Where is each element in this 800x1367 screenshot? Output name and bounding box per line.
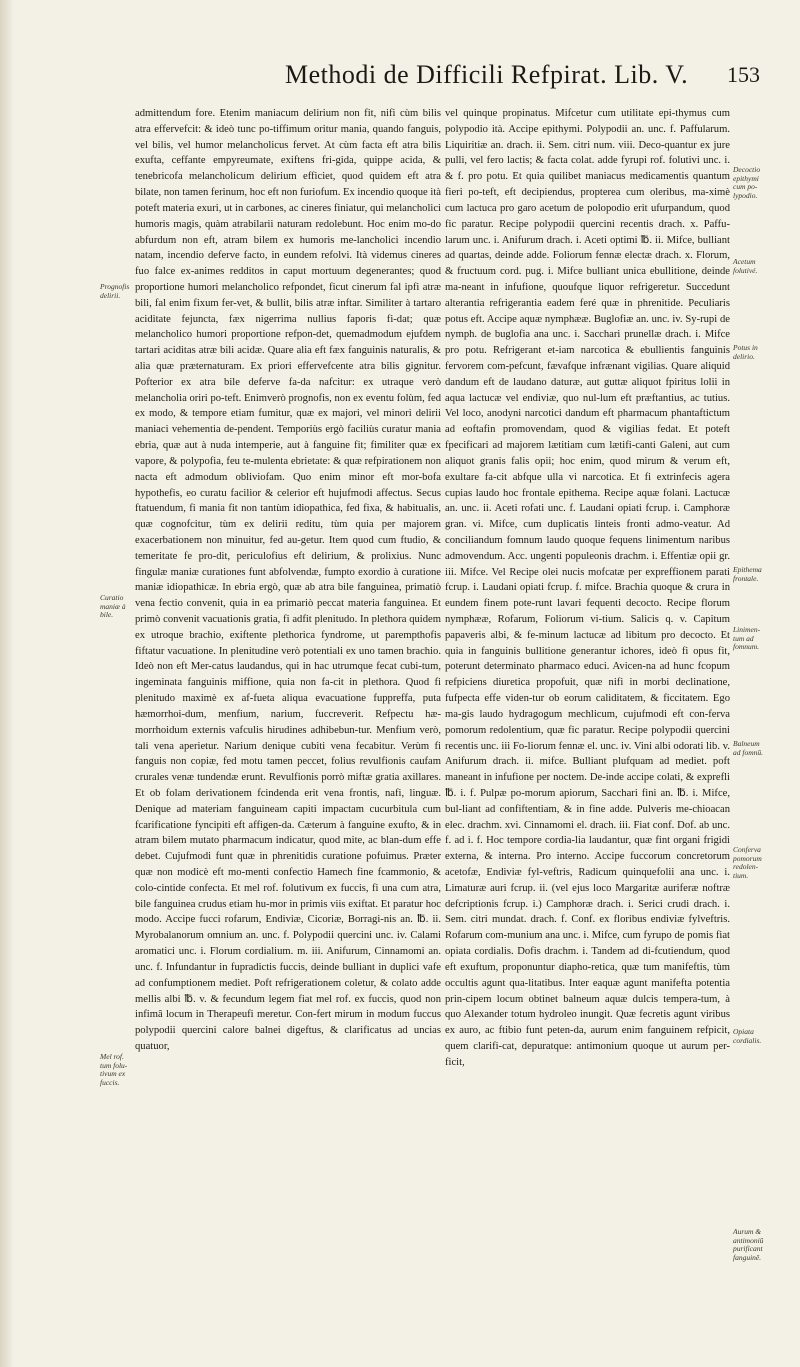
margin-note-line: tum ad	[733, 633, 754, 643]
margin-note-conserva	[733, 846, 773, 880]
text-column-left	[135, 106, 441, 1356]
margin-note-line: tivum ex	[100, 1069, 126, 1078]
margin-note-line: ad fomnū.	[733, 747, 763, 757]
margin-note-line: Linimen-	[733, 625, 761, 634]
margin-note-line: Prognofis	[100, 282, 130, 291]
margin-note-aurum	[733, 1228, 773, 1262]
text-column-right	[445, 106, 730, 1356]
margin-note-line: bile.	[100, 610, 114, 619]
margin-note-balneum	[733, 740, 773, 757]
margin-note-line: fanguinē.	[733, 1252, 762, 1262]
left-column-text: admittendum fore. Etenim maniacum delirium non fit, nifi cùm bilis atra effervefcit: & ideò tunc po-tiffimum oritur mania, quando fanguis, vel bilis, vel humor melancholicus fervet. At cùm facta eft atra bilis exufta, ceffante empyreumate, exiftens fri-gida, quippe acida, & tenebricofa melancholicum delirium efficiet, quod quidem eft atra bilate, non tamen ferinum, hoc eft non furiofum. Ex incendio quoque ità poteft materia exuri, ut in carbones, ac cineres finiatur, qui melancholici humoris magis, quàm atrabilarii naturam redolebunt. Hoc enim mo-do abfurdum non eft, atram bilem ex humoris me-lancholici incendio natam, incendio deferve facto, in eundem refolvi. Ità videmus cineres fuo falce ex-animes redditos in caput mortuum degenerantes; quod proportione humori melancholico refpondet, ficut cinerum fal ipfi atræ bili, fal enim fixum fer-vet, & bullit, bilis atræ inftar. Similiter à tartaro aciditate fejuncta, fæx nigerrima nullius faporis fi-dat; quæ melancholico humori proportione refpon-det, quemadmodum ejufdem tartari aciditas atræ bili acidæ. Quare alia eft fæx fanguinis naturalis, & alia quæ præternaturam. Ex priori effervefcente atra bilis gignitur. Pofterior ex atra bile deferve fa-da nafcitur: ex utraque verò melancholia oriri po-teft. Enimverò prognofis, non ex eventu folùm, fed ex modo, & tempore etiam fumitur, quæ ex majori, vel minori delirii maniaci vehementia de-pendent. Temporiùs ergò faciliùs curatur mania ebria, quæ aut à nuda intemperie, aut à fanguine fit; fimiliter quæ ex vapore, & polypofia, feu te-mulenta ebrietate: & quæ refpirationem non nacta eft admodum obliviofam. Quo enim minor eft mor-bofa hypothefis, eo curatu facilior & celerior eft hujufmodi affectus. Secus ftatuendum, fi mania fit non tantùm idiopathica, fed fixa, & habitualis, quæ cognofcitur, tùm ex delirii reditu, tùm quia per majorem exacerbationem non minuitur, fed au-getur. Item quod cum ftudio, & temeritate fe pro-dit, periculofius eft delirium, & prolixius. Nunc fingulæ maniæ curationes funt abfolvendæ, fumpto exordio à curatione maniæ idiopathicæ. In ebria ergò, quæ ab atra bile fanguinea, primatiò vena fectio convenit, quia in ea primariò peccat materia fanguinea. Et primò convenit vacuationis gratia, fi adfit plenitudo. In plethora quidem ex utroque brachio, exiftente plethorica fyndrome, ut parempthofis fiftatur vacuatione. In plenitudine verò potentiali ex uno tamen brachio. Ideò non eft Mer-catus laudandus, qui in hac utrumque fecat cubi-tum, ingeminata fanguinis miffione, quia non fa-cit in plethora. Quod fi plenitudo maximè ex af-fueta aliqua evacuatione fuppreffa, puta hæmorrhoi-dum, menfium, narium, fuccreverit. Refpectu hæ-morrhoidum externis vafculis hirudines adhibebun-tur. Menfium verò, tali vena aperietur. Narium denique cubiti vena fecabitur. Verùm fi fanguis non copiæ, fed motu tamen peccet, folius revulfionis caufam crurales venæ tundendæ erunt. Revulfionis porrò miftæ gratia axillares. Et ob folam derivationem fcindenda erit vena frontis, nafi, linguæ. Denique ad materiam fanguineam capiti impactam cucurbitula cum fcarificatione fyncipiti eft affigen-da. Cæterum à fanguine exufto, & in atram bilem mutato pharmacum indicatur, quod mite, ac blan-dum effe debet. Cujufmodi funt quæ in phrenitidis curatione pofuimus. Præter quæ non modicè eft mo-menti confectio Hamech fine fcammonio, & colo-cintide confecta. Et mel rof. folutivum ex fuccis, fi una cum atra, bile fanguinea crudus etiam hu-mor in primis viis exiftat. Et paratur hoc modo. Accipe fucci rofarum, Endiviæ, Cicoriæ, Borragi-nis an. ℔. ii. Myrobalanorum omnium an. unc. f. Polypodii quercini unc. iv. Calami aromatici unc. i. Florum cordialium. m. iii. Anifurum, Cinnamomi an. unc. f. Infundantur in fupradictis fuccis, deinde bulliant in duplici vafe ad confumptionem mediet. Poft refrigerationem coletur, & colato adde mellis albi ℔. v. & fecundum legem fiat mel rof. ex fuccis, quod non infimâ locum in Therapeufi meretur. Con-fert mirum in modum fuccus polypodii quercini calore balnei digeftus, & clarificatus ad uncias quatuor,	[135, 108, 441, 1052]
margin-note-opiata	[733, 1028, 773, 1045]
margin-note-line: tium.	[733, 870, 749, 880]
margin-note-line: Opiata	[733, 1027, 754, 1036]
margin-note-line: purificant	[733, 1244, 763, 1253]
right-column-text: vel quinque propinatus. Mifcetur cum utilitate epi-thymus cum polypodio ità. Accipe epithymi. Polypodii an. unc. f. Paffularum. Liquiritiæ an. drach. ii. Sem. citri num. viii. Deco-quantur ex jure pulli, vel fero lactis; & facta colat. adde fyrupi rof. folutivi unc. i. & f. pro potu. Et quia quilibet maniacus medicamentis quantum fieri po-teft, eft decipiendus, propterea cum oleribus, ma-ximè cum lactuca pro garo acetum de polopodio erit ufurpandum, quod fic paratur. Recipe polypodii quercini recentis drach. x. Paffu-larum unc. i. Anifurum drach. i. Aceti optimi ℔. ii. Mifce, bulliant ad quartas, deinde adde. Foliorum fennæ electæ drach. x. Florum, & fructuum cord. pug. i. Mifce bulliant unica ebullitione, deinde ma-neant in infufione, quoufque liquor refrigeretur. Succedunt alterantia refrigerantia eadem feré quæ in phrenitide. Peculiaris potus eft. Accipe aquæ nymphææ. Buglofiæ an. unc. iv. Sy-rupi de nymph. de buglofia ana unc. i. Sacchari prunellæ drach. i. Mifce pro potu. Refrigerant et-iam narcotica & ebullientis fanguinis fervorem com-pefcunt, fævafque infrænant vigilias. Quare aliquid dandum eft de laudano daturæ, aut guttæ aliquot fpiritus lolii in aqua lactucæ vel endiviæ, quo nul-lum eft præftantius, ac tutius. Vel loco, anodyni narcotici dandum eft pharmacum phantaftictum ad eoftafin promovendam, quod & vigilias fedat. Et poteft fpecificari ad majorem lætitiam cum lætifi-canti Galeni, aut cum aliquot granis falis opii; hoc enim, quod mirum & verum eft, exultare fa-cit abfque ulla vi narcotica. Et fi extrinfecis agera cupias laudo hoc frontale epithema. Recipe aquæ folani. Lactucæ an. unc. ii. Aceti rofati unc. f. Laudani opiati fcrup. i. Camphoræ gran. vi. Mifce, cum duplicatis linteis fronti admo-veatur. Ad conciliandum fomnum laudo quoque fequens linimentum naribus admovendum. Acc. ungenti populeonis drachm. i. Effentiæ opii gr. iii. Mifce. Vel Recipe olei nucis mofcatæ per expreffionem parati fcrup. i. Laudani opiati fcrup. f. mifce. Brachia quoque & crura in eundem finem pote-runt lavari fequenti decocto. Recipe florum nymphææ, Rofarum, Foliorum vi-tium. Salicis q. v. Capitum papaveris albi, & fe-minum lactucæ ad libitum pro decocto. Et quia in fanguinis bullitione generantur ichores, ideò fi opus fit, poterunt determinato pharmaco educi. Avicen-na ad hunc fcopum refpiciens diuretica propofuit, quæ nifi in morbi declinatione, fufpecta effe viden-tur ob eorum caliditatem, & ficcitatem. Ego ma-gis laudo hydragogum mechlicum, cujufmodi eft con-ferva pomorum redolentium, quæ fic paratur. Recipe polypodii quercini recentis unc. iii Fo-liorum fennæ el. unc. iv. Vini albi odorati lib. v. Anifurum drach. ii. mifce. Bulliant plufquam ad mediet. poft maneant in infufione per noctem. De-inde accipe colati, & exprefli ℔. i. f. Pulpæ po-morum apiorum, Sacchari fini an. ℔. i. Mifce, bul-liant ad confiftentiam, & in fine adde. Pulveris me-chioacan elec. drachm. xvi. Cinnamomi el. drach. iii. Fiat conf. Dof. ab unc. f. ad i. f. Hoc tempore cordia-lia laudantur, quæ fint organi frigidi externa, & interna. Pro interno. Accipe fuccorum concretorum acetofæ, Endiviæ fyl-veftris, Radicum quinquefolii ana unc. i. Limaturæ auri fcrup. ii. (vel ejus loco Margaritæ auriferæ noftræ defcriptionis fcrup. i.) Camphoræ drach. i. Serici crudi drach. i. Sem. citri mundat. drach. f. Conf. ex floribus endiviæ fylveftris. Rofarum com-munium ana unc. i. Mifce, cum fyrupo de pomis fiat opiata cordialis. Dofis drachm. i. Tandem ad di-fcutiendum, quod eft exuftum, proponuntur diapho-retica, quæ tum manifeftis, tùm occultis agunt qua-litatibus. Inter eaquæ agunt manifefta potentia prin-cipem locum obtinet balneum aquæ dulcis tempera-tum, à quo Alexander totum hydroleo inungit. Quæ fecretis agunt viribus ex auro, ac ftibio funt peten-da, aurum enim fanguinem refpicit, quem clarifi-cat, depuratque: antimonium quoque ut aurum per-ficit,	[445, 108, 730, 1068]
margin-note-line: Epithema	[733, 565, 762, 574]
margin-note-line: Acetum	[733, 257, 756, 266]
page-number: 153	[727, 62, 760, 87]
margin-note-line: Aurum &	[733, 1227, 762, 1236]
page-gutter-shadow	[0, 0, 14, 1367]
margin-note-line: Curatio	[100, 593, 124, 602]
margin-note-line: maniæ à	[100, 601, 126, 611]
margin-note-line: fuccis.	[100, 1077, 120, 1087]
margin-note-line: Potus in	[733, 343, 758, 352]
margin-note-line: cum po-	[733, 182, 758, 191]
margin-note-line: delirio.	[733, 351, 755, 361]
running-header	[0, 60, 800, 100]
margin-note-line: frontale.	[733, 573, 759, 583]
margin-note-linimentum	[733, 626, 773, 652]
margin-note-line: cordialis.	[733, 1035, 762, 1045]
margin-note-line: Decoctio	[733, 165, 761, 174]
margin-note-line: Conferva	[733, 845, 761, 854]
margin-note-line: Balneum	[733, 739, 760, 748]
margin-note-mel-rosatum	[100, 1053, 134, 1087]
margin-note-line: antimoniū	[733, 1235, 764, 1245]
running-title: Methodi de Difficili Refpirat. Lib. V.	[285, 60, 689, 89]
margin-note-acetum	[733, 258, 773, 275]
margin-note-line: lypodio.	[733, 190, 758, 200]
margin-note-line: epithymi	[733, 173, 759, 183]
margin-note-curatio	[100, 594, 134, 620]
margin-note-line: Mel rof.	[100, 1052, 124, 1061]
margin-note-decoctio	[733, 166, 773, 200]
margin-note-prognosis	[100, 283, 134, 300]
margin-note-line: folutivé.	[733, 265, 758, 275]
margin-note-line: pomorum	[733, 853, 762, 863]
margin-note-line: fomnum.	[733, 642, 760, 651]
margin-note-line: redolen-	[733, 862, 759, 871]
margin-note-epithema	[733, 566, 773, 583]
margin-note-line: tum folu-	[100, 1060, 128, 1070]
margin-note-line: delirii.	[100, 290, 121, 300]
margin-note-potus	[733, 344, 773, 361]
